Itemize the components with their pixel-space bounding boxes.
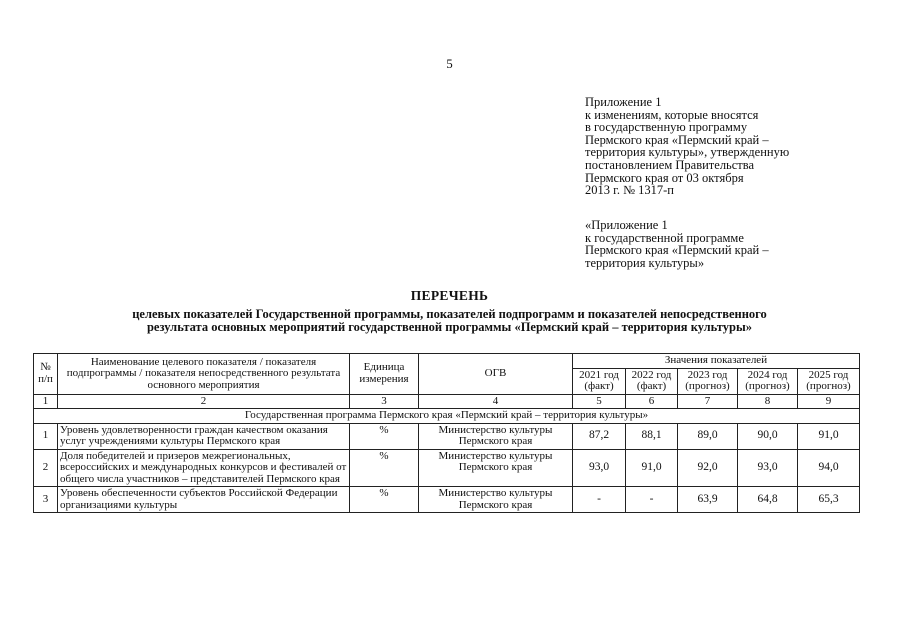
indicator-value: 91,0 — [798, 423, 860, 449]
year-label: 2021 год — [579, 368, 619, 381]
header-num: № п/п — [34, 354, 58, 395]
document-subtitle — [40, 308, 859, 334]
row-number: 1 — [34, 423, 58, 449]
indicator-ogv: Министерство культуры Пермского края — [419, 487, 573, 513]
page-number: 5 — [446, 56, 453, 71]
appendix-line: Пермского края «Пермский край – — [585, 243, 769, 258]
appendix-line: к государственной программе — [585, 230, 744, 245]
indicator-value: 93,0 — [738, 449, 798, 487]
appendix-line: Пермского края «Пермский край – — [585, 132, 769, 147]
section-row — [34, 409, 860, 424]
column-number: 1 — [34, 394, 58, 409]
year-label: 2022 год — [631, 368, 672, 381]
column-number: 8 — [738, 394, 798, 409]
column-number: 4 — [419, 394, 573, 409]
year-kind: (факт) — [636, 380, 667, 392]
program-appendix-note — [585, 219, 875, 269]
year-label: 2024 год — [747, 368, 788, 381]
table-row — [34, 487, 860, 513]
indicator-value: 92,0 — [678, 449, 738, 487]
header-row — [34, 354, 860, 369]
table-row — [34, 449, 860, 487]
row-number: 2 — [34, 449, 58, 487]
column-number: 6 — [626, 394, 678, 409]
indicator-value: 93,0 — [573, 449, 626, 487]
indicator-value: 64,8 — [738, 487, 798, 513]
column-number: 2 — [58, 394, 350, 409]
indicator-value: 87,2 — [573, 423, 626, 449]
appendix-line: 2013 г. № 1317-п — [585, 183, 674, 198]
appendix-line: к изменениям, которые вносятся — [585, 107, 759, 122]
year-label: 2025 год — [808, 368, 849, 381]
indicators-table — [33, 353, 860, 513]
header-values-group: Значения показателей — [573, 354, 860, 369]
indicator-value: 63,9 — [678, 487, 738, 513]
year-kind: (прогноз) — [806, 380, 851, 392]
indicator-name: Доля победителей и призеров межрегиональных, всероссийских и международных конкурсов и фестивалей от общего числа участников – представителей Пермского края — [58, 449, 350, 487]
appendix-line: Пермского края от 03 октября — [585, 170, 744, 185]
indicator-value: - — [626, 487, 678, 513]
indicator-value: 88,1 — [626, 423, 678, 449]
row-number: 3 — [34, 487, 58, 513]
column-number: 9 — [798, 394, 860, 409]
indicator-value: 65,3 — [798, 487, 860, 513]
indicator-name: Уровень удовлетворенности граждан качеством оказания услуг учреждениями культуры Пермского края — [58, 423, 350, 449]
year-label: 2023 год — [687, 368, 728, 381]
appendix-line: «Приложение 1 — [585, 218, 668, 232]
appendix-note — [585, 96, 875, 197]
appendix-line: в государственную программу — [585, 120, 748, 135]
indicator-value: - — [573, 487, 626, 513]
table-row — [34, 423, 860, 449]
document-title: ПЕРЕЧЕНЬ — [410, 288, 489, 303]
indicator-value: 94,0 — [798, 449, 860, 487]
indicator-value: 89,0 — [678, 423, 738, 449]
indicator-name: Уровень обеспеченности субъектов Российской Федерации организациями культуры — [58, 487, 350, 513]
indicator-ogv: Министерство культуры Пермского края — [419, 449, 573, 487]
header-year — [738, 368, 798, 394]
header-name: Наименование целевого показателя / показателя подпрограммы / показателя непосредственного результата основного мероприятия — [58, 354, 350, 395]
year-kind: (прогноз) — [685, 380, 730, 392]
appendix-line: территория культуры», утвержденную — [585, 145, 790, 160]
appendix-line: территория культуры» — [585, 255, 705, 270]
section-title: Государственная программа Пермского края «Пермский край – территория культуры» — [34, 409, 860, 424]
header-year — [626, 368, 678, 394]
column-number: 5 — [573, 394, 626, 409]
header-year — [798, 368, 860, 394]
indicator-ogv: Министерство культуры Пермского края — [419, 423, 573, 449]
indicator-value: 90,0 — [738, 423, 798, 449]
appendix-line: Приложение 1 — [585, 95, 662, 109]
header-unit: Единица измерения — [350, 354, 419, 395]
year-kind: (факт) — [584, 380, 614, 392]
indicator-value: 91,0 — [626, 449, 678, 487]
indicator-unit: % — [350, 487, 419, 513]
subtitle-line: результата основных мероприятий государственной программы «Пермский край – территория культуры» — [146, 320, 752, 334]
column-number: 7 — [678, 394, 738, 409]
indicator-unit: % — [350, 423, 419, 449]
column-number-row — [34, 394, 860, 409]
header-ogv: ОГВ — [419, 354, 573, 395]
year-kind: (прогноз) — [745, 380, 790, 392]
appendix-line: постановлением Правительства — [585, 157, 755, 172]
subtitle-line: целевых показателей Государственной программы, показателей подпрограмм и показателей непосредственного — [132, 307, 767, 321]
header-year — [573, 368, 626, 394]
header-year — [678, 368, 738, 394]
indicator-unit: % — [350, 449, 419, 487]
column-number: 3 — [350, 394, 419, 409]
